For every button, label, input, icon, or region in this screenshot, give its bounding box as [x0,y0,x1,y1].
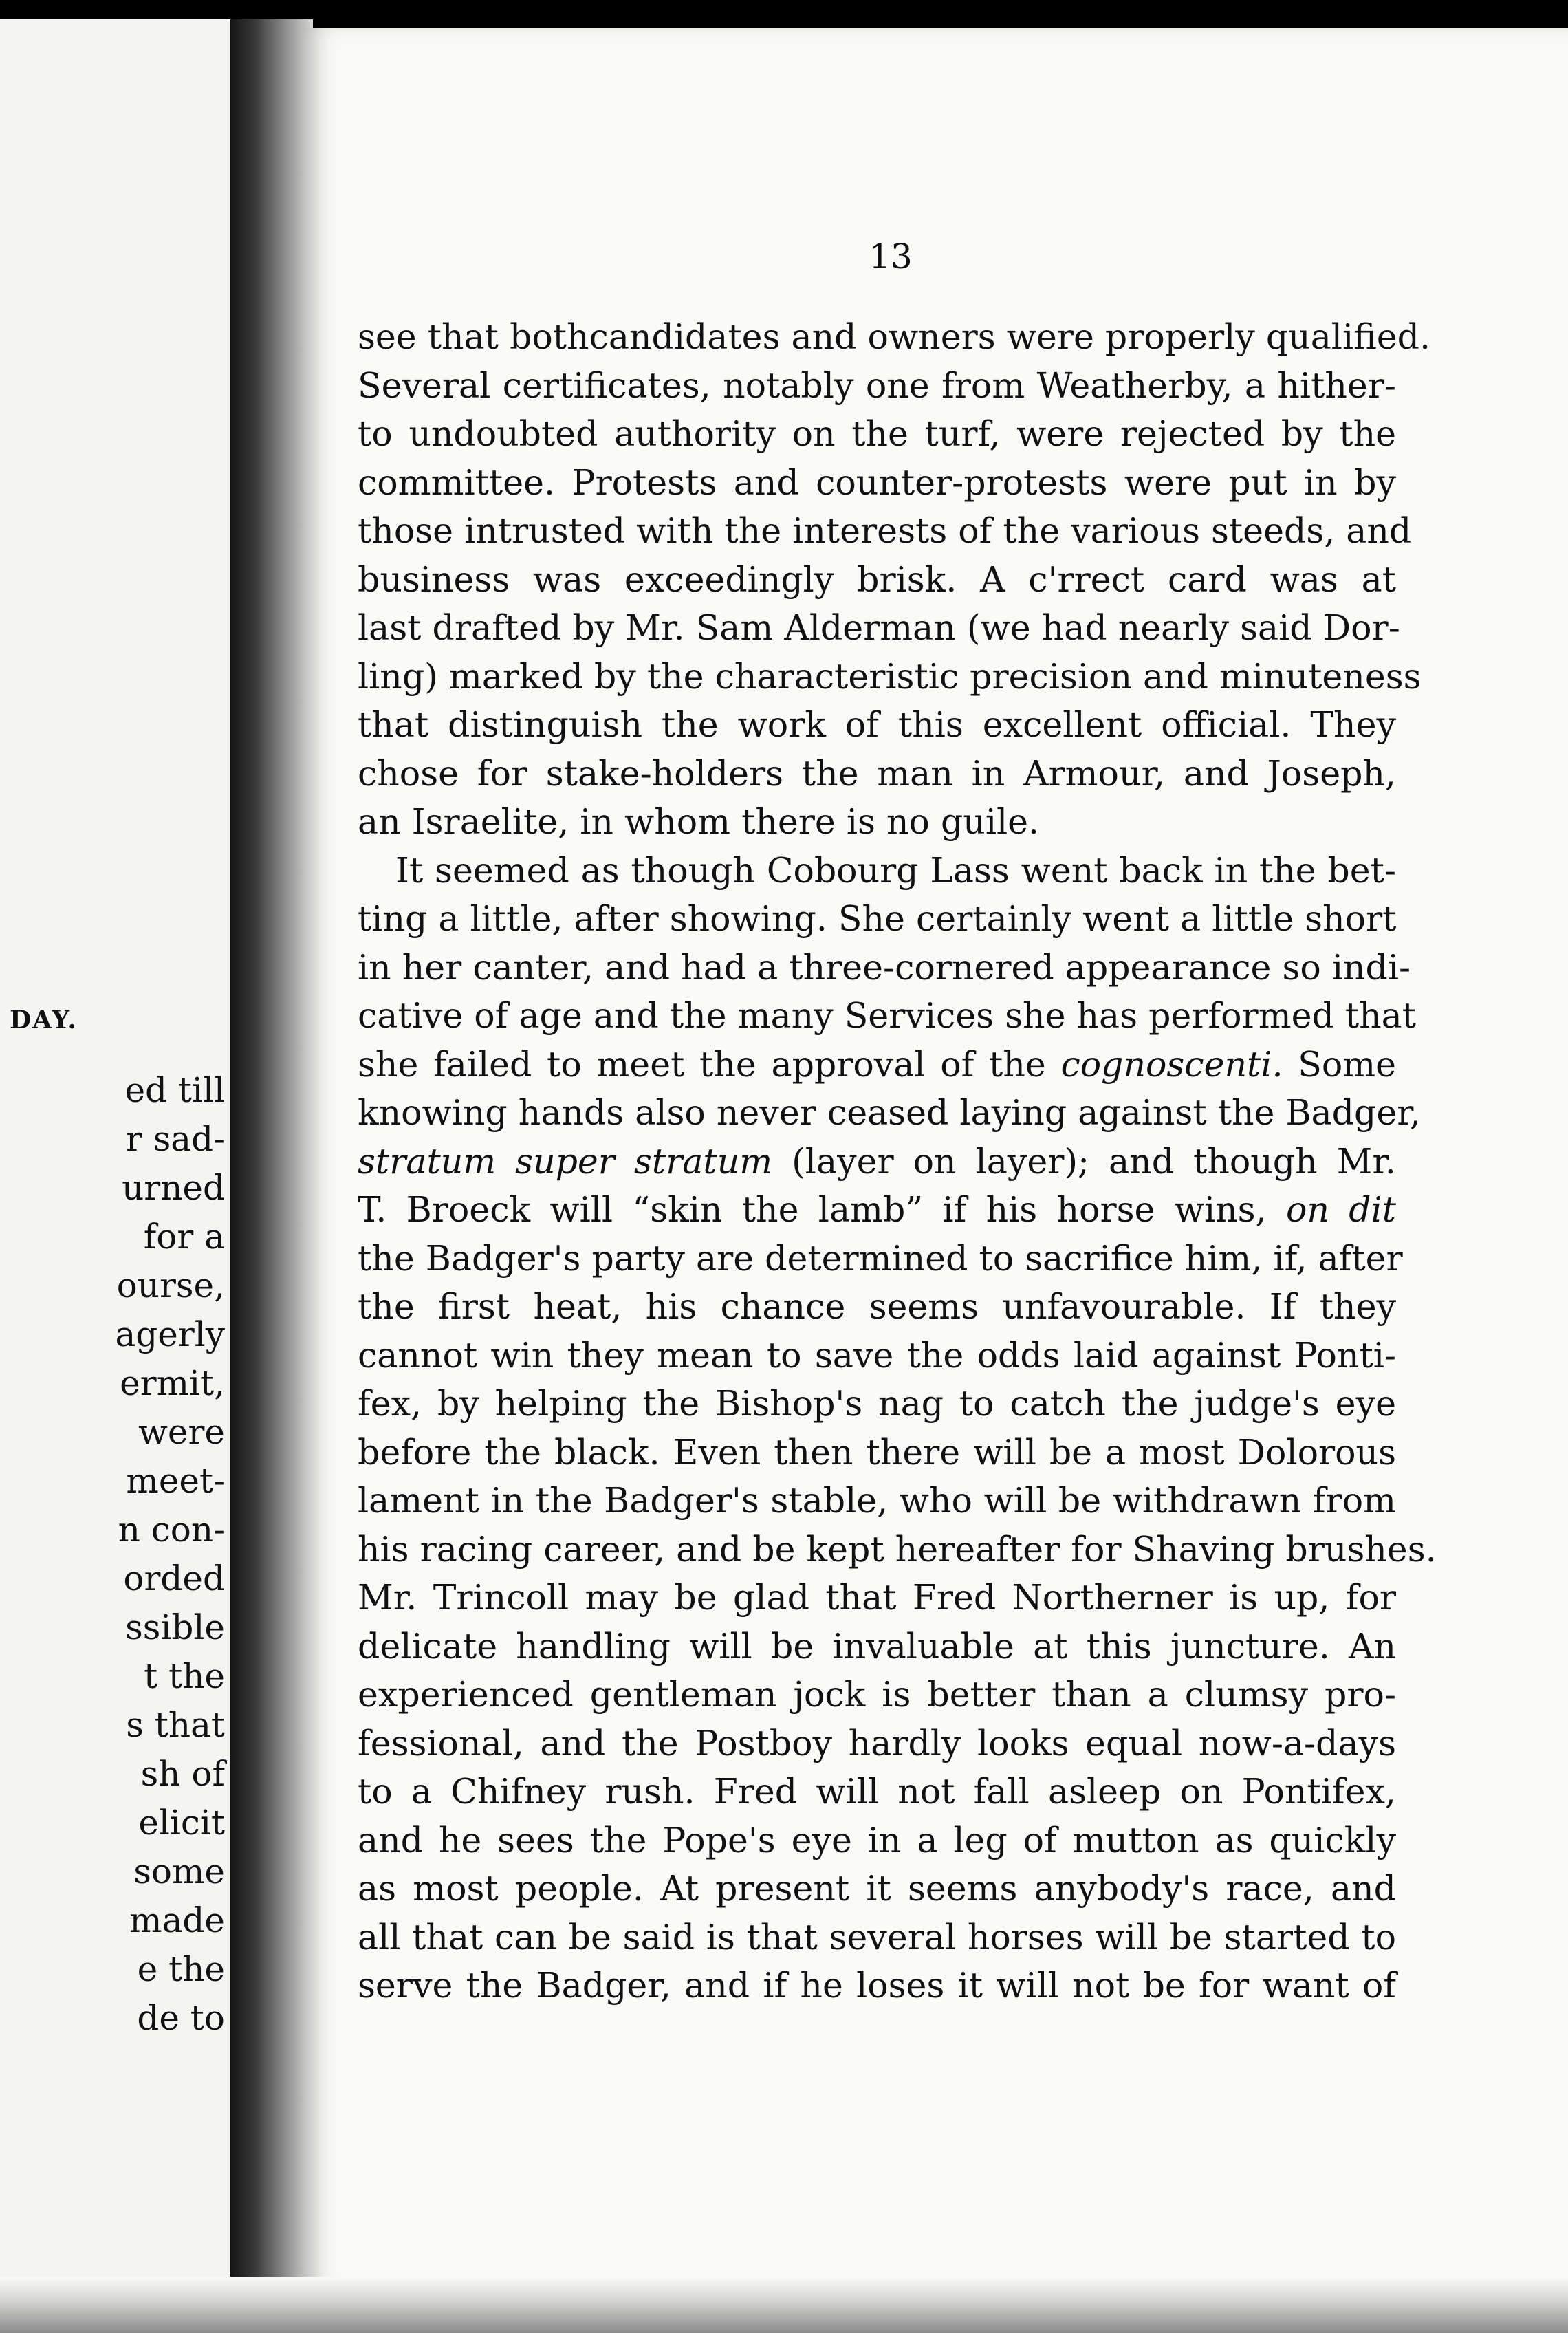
left-page-line-fragment: agerly [115,1314,225,1354]
text-line: lament in the Badger's stable, who will be withdrawn from [358,1480,1396,1521]
text-run: T. Broeck will “skin the lamb” if his horse wins, [358,1189,1267,1230]
text-line: business was exceedingly brisk. A c'rrect card was at [358,558,1396,600]
text-run: she failed to meet the approval of the [358,1043,1046,1085]
text-line: knowing hands also never ceased laying against the Badger, [358,1092,1421,1133]
scan-bottom-border [0,2277,1568,2333]
paragraph-2 [358,847,1437,2010]
left-page-line-fragment: were [138,1412,225,1452]
text-run: (layer on layer); and though Mr. [792,1140,1396,1182]
text-line: and he sees the Pope's eye in a leg of mutton as quickly [358,1819,1396,1860]
body-text [358,313,1437,2010]
left-page-line-fragment: sh of [140,1754,225,1794]
paragraph-1 [358,313,1431,847]
left-page-line-fragment: ourse, [116,1266,225,1305]
text-run: Some [1298,1043,1396,1085]
text-line: ling) marked by the characteristic precision and minuteness [358,655,1422,697]
text-line: his racing career, and be kept hereafter for Shaving brushes. [358,1528,1437,1570]
text-line: that distinguish the work of this excellent official. They [358,704,1396,745]
text-line: as most people. At present it seems anybody's race, and [358,1868,1396,1909]
left-page-line-fragment: ed till [124,1070,225,1110]
left-page-line-fragment: r sad- [125,1119,225,1159]
text-line: fessional, and the Postboy hardly looks equal now-a-days [358,1722,1396,1764]
text-line: cative of age and the many Services she has performed that [358,995,1417,1036]
text-line: Several certificates, notably one from Weatherby, a hither- [358,365,1396,406]
text-line: serve the Badger, and if he loses it will not be for want of [358,1965,1396,2006]
text-line [358,1186,1396,1235]
left-page-line-fragment: ssible [125,1607,225,1647]
text-line: those intrusted with the interests of the various steeds, and [358,510,1412,551]
left-page-line-fragment: n con- [118,1510,225,1550]
left-page-text-fragments [0,1066,230,2043]
text-line: the first heat, his chance seems unfavourable. If they [358,1286,1396,1327]
text-line: see that bothcandidates and owners were properly qualified. [358,316,1431,357]
left-page-line-fragment: e the [137,1949,225,1989]
text-line: chose for stake-holders the man in Armour, and Joseph, [358,752,1396,794]
text-line: delicate handling will be invaluable at this juncture. An [358,1625,1396,1667]
left-page-line-fragment: some [133,1852,225,1891]
left-page-line-fragment: urned [122,1168,225,1208]
text-line: experienced gentleman jock is better than a clumsy pro- [358,1674,1396,1715]
text-line: cannot win they mean to save the odds laid against Ponti- [358,1334,1396,1376]
text-line: It seemed as though Cobourg Lass went back in the bet- [395,849,1396,891]
text-line: ting a little, after showing. She certainly went a little short [358,898,1397,939]
text-line: to a Chifney rush. Fred will not fall asleep on Pontifex, [358,1771,1396,1812]
left-page-line-fragment: de to [137,1998,225,2038]
book-gutter [230,19,313,2333]
left-page-line-fragment: made [129,1900,225,1940]
text-line: an Israelite, in whom there is no guile. [358,801,1040,842]
text-line [358,1041,1396,1089]
left-page-line-fragment: orded [123,1559,225,1598]
text-line: committee. Protests and counter-protests were put in by [358,462,1396,503]
text-line: to undoubted authority on the turf, were rejected by the [358,413,1396,454]
left-page-heading-fragment: DAY. [10,1006,78,1034]
text-line [358,1138,1396,1186]
text-line: all that can be said is that several horses will be started to [358,1916,1396,1957]
italic-term: stratum super stratum [358,1140,773,1182]
left-page-line-fragment: meet- [126,1461,225,1501]
text-line: fex, by helping the Bishop's nag to catch the judge's eye [358,1383,1396,1424]
left-page-line-fragment: elicit [138,1803,225,1843]
page-number: 13 [869,237,913,276]
text-line: the Badger's party are determined to sacrifice him, if, after [358,1237,1403,1279]
left-page-line-fragment: t the [144,1656,225,1696]
text-line: in her canter, and had a three-cornered appearance so indi- [358,946,1411,988]
text-line: before the black. Even then there will be a most Dolorous [358,1431,1396,1473]
left-page-line-fragment: for a [143,1217,225,1257]
text-line: Mr. Trincoll may be glad that Fred Northerner is up, for [358,1577,1396,1618]
text-line: last drafted by Mr. Sam Alderman (we had nearly said Dor- [358,607,1400,648]
left-page-line-fragment: ermit, [120,1363,225,1403]
italic-term: cognoscenti. [1060,1043,1283,1085]
italic-term: on dit [1285,1189,1396,1230]
left-page-line-fragment: s that [126,1705,225,1745]
